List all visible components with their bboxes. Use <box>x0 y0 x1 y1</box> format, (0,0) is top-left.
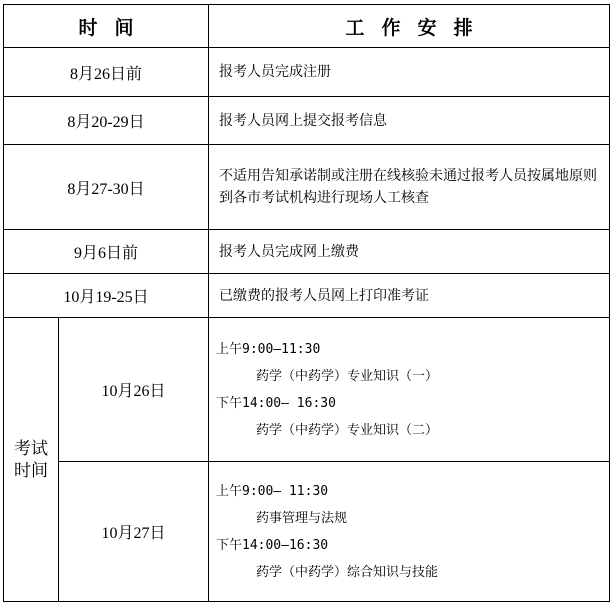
row-work-verify: 不适用告知承诺制或注册在线核验未通过报考人员按属地原则到各市考试机构进行现场人工核查 <box>219 168 597 206</box>
exam-label-line1: 考试 <box>14 438 48 459</box>
session-subject: 药学（中药学）专业知识（二） <box>256 422 439 438</box>
session-time: 下午14:00— 16:30 <box>216 395 336 411</box>
row-work-registration: 报考人员完成注册 <box>219 64 331 80</box>
header-time: 时间 <box>78 16 151 39</box>
row-work-admission: 已缴费的报考人员网上打印准考证 <box>219 287 429 304</box>
row-time-submit: 8月20-29日 <box>67 114 145 131</box>
row-time-registration: 8月26日前 <box>69 65 142 83</box>
exam-date-day1: 10月26日 <box>101 383 166 400</box>
exam-sessions-day1 <box>209 318 609 461</box>
header-work: 工作安排 <box>345 16 490 39</box>
exam-date-day2: 10月27日 <box>101 525 166 542</box>
exam-label-line2: 时间 <box>14 460 48 481</box>
session-subject: 药事管理与法规 <box>256 510 348 526</box>
session-time: 上午9:00—11:30 <box>216 341 321 357</box>
session-subject: 药学（中药学）综合知识与技能 <box>256 564 439 580</box>
exam-time-label <box>4 318 58 601</box>
exam-sessions-day2 <box>209 462 609 601</box>
row-time-admission: 10月19-25日 <box>63 289 149 306</box>
session-subject: 药学（中药学）专业知识（一） <box>256 368 439 384</box>
schedule-table <box>3 4 610 602</box>
session-time: 下午14:00—16:30 <box>216 537 329 553</box>
row-work-payment: 报考人员完成网上缴费 <box>219 243 359 260</box>
row-time-verify: 8月27-30日 <box>67 180 145 198</box>
row-work-submit: 报考人员网上提交报考信息 <box>219 112 387 129</box>
session-time: 上午9:00— 11:30 <box>216 483 329 499</box>
row-time-payment: 9月6日前 <box>73 245 138 262</box>
